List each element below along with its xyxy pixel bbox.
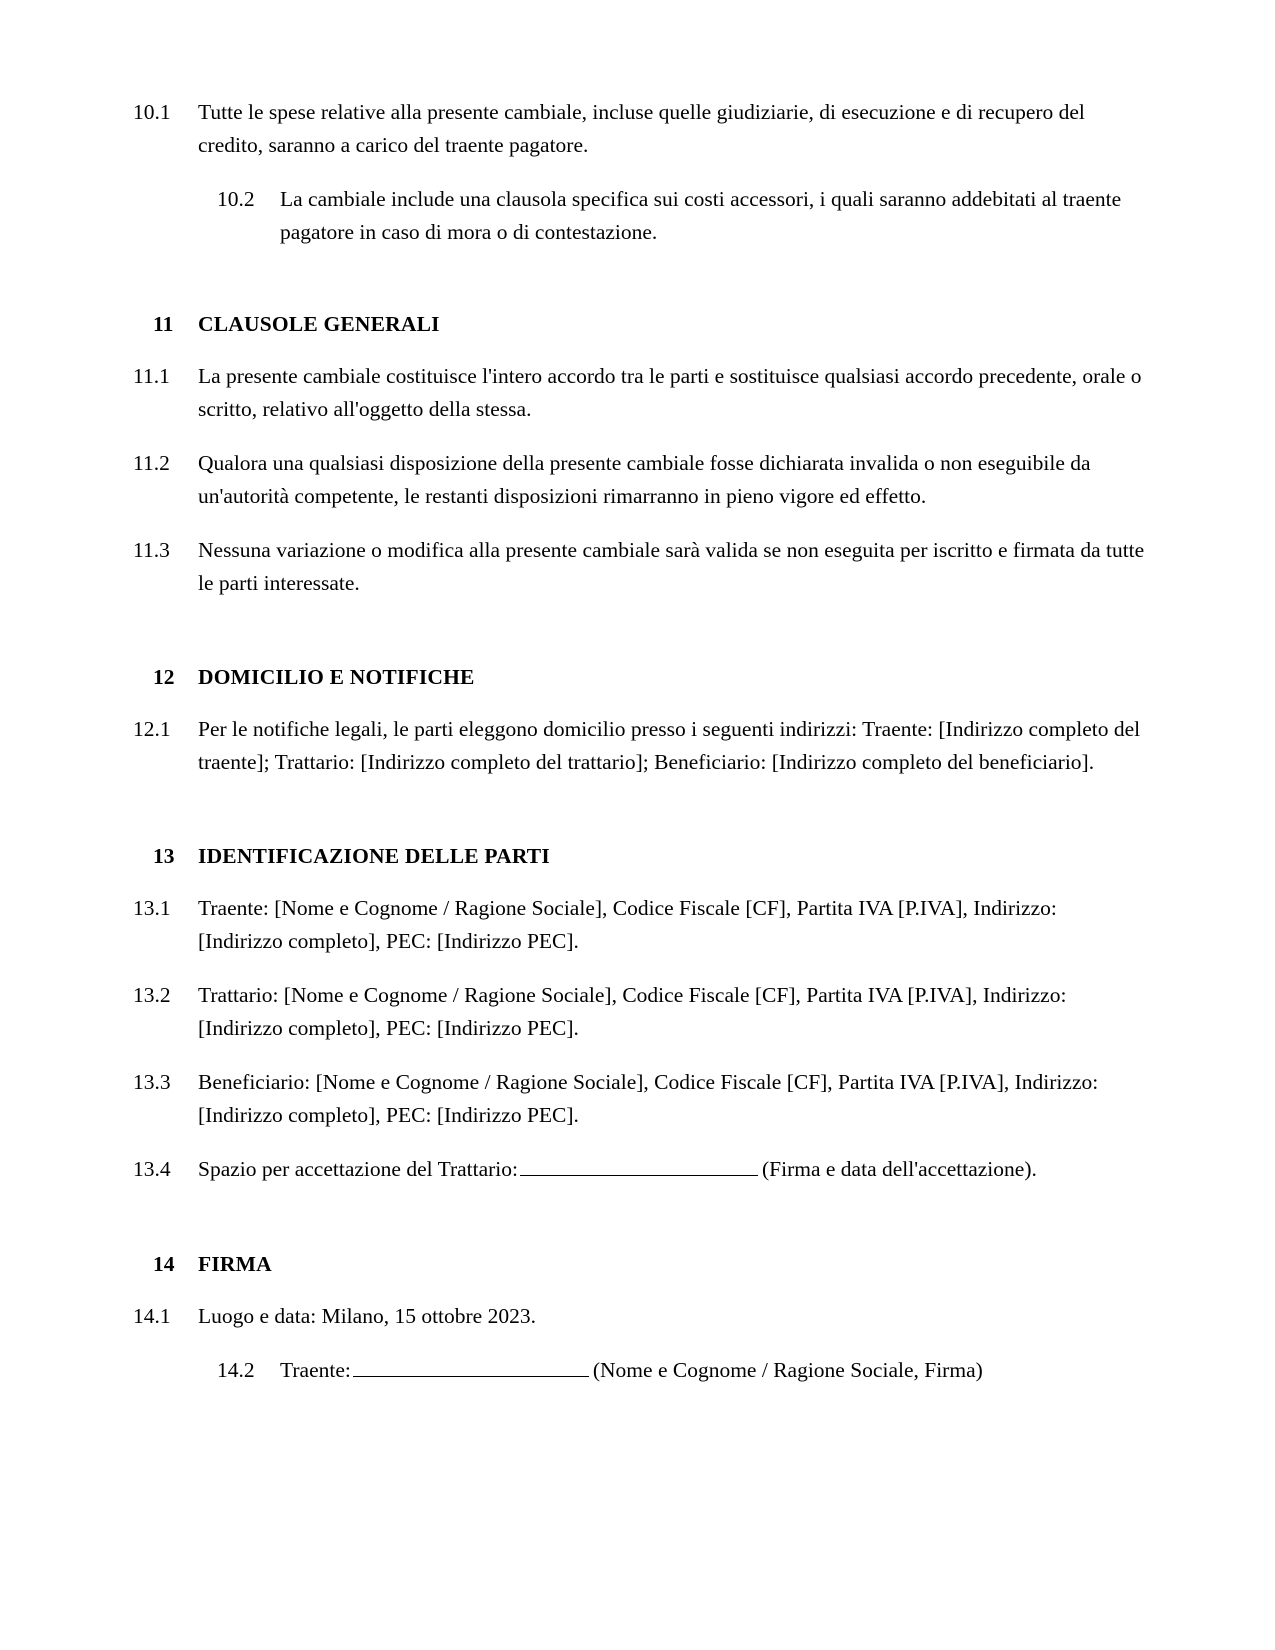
clause-11-3 bbox=[133, 534, 1145, 599]
clause-number: 11.3 bbox=[133, 538, 170, 562]
clause-text: Per le notifiche legali, le parti eleggono domicilio presso i seguenti indirizzi: Traente: [Indirizzo completo del traente]; Trattario: [Indirizzo completo del trattario]; Beneficiario: [Indirizzo completo del beneficiario]. bbox=[198, 717, 1141, 774]
clause-number: 14.1 bbox=[133, 1303, 171, 1328]
section-spacer bbox=[133, 621, 1145, 661]
section-heading-12 bbox=[133, 661, 1145, 693]
clause-number: 11.2 bbox=[133, 451, 170, 475]
clause-text: Trattario: [Nome e Cognome / Ragione Sociale], Codice Fiscale [CF], Partita IVA [P.IVA], Indirizzo: [Indirizzo completo], PEC: [Indirizzo PEC]. bbox=[198, 983, 1067, 1040]
clause-13-3 bbox=[133, 1066, 1145, 1131]
clause-number: 13.3 bbox=[133, 1070, 171, 1094]
clause-12-1 bbox=[133, 713, 1145, 778]
clause-13-1 bbox=[133, 892, 1145, 957]
clause-number: 13.2 bbox=[133, 983, 171, 1007]
clause-text: Nessuna variazione o modifica alla presente cambiale sarà valida se non eseguita per iscritto e firmata da tutte le parti interessate. bbox=[198, 538, 1145, 595]
clause-11-1 bbox=[133, 360, 1145, 425]
clause-number: 14.2 bbox=[217, 1358, 255, 1382]
heading-number: 11 bbox=[153, 312, 174, 336]
clause-number: 13.4 bbox=[133, 1157, 171, 1181]
clause-number: 11.1 bbox=[133, 364, 170, 388]
heading-number: 14 bbox=[153, 1251, 175, 1276]
clause-text: Luogo e data: Milano, 15 ottobre 2023. bbox=[198, 1303, 536, 1328]
heading-title: IDENTIFICAZIONE DELLE PARTI bbox=[198, 844, 550, 868]
clause-13-2 bbox=[133, 979, 1145, 1044]
clause-text: Qualora una qualsiasi disposizione della presente cambiale fosse dichiarata invalida o non eseguibile da un'autorità competente, le restanti disposizioni rimarranno in pieno vigore ed effetto. bbox=[198, 451, 1091, 508]
clause-10-1 bbox=[133, 96, 1145, 161]
clause-text-before: Spazio per accettazione del Trattario: bbox=[198, 1157, 518, 1181]
clause-14-1 bbox=[133, 1300, 1145, 1333]
clause-number: 10.1 bbox=[133, 100, 171, 124]
heading-title: CLAUSOLE GENERALI bbox=[198, 312, 440, 336]
clause-text-before: Traente: bbox=[280, 1358, 351, 1382]
section-spacer bbox=[133, 1208, 1145, 1248]
clause-text: Tutte le spese relative alla presente cambiale, incluse quelle giudiziarie, di esecuzione e di recupero del credito, saranno a carico del traente pagatore. bbox=[198, 100, 1085, 157]
section-spacer bbox=[133, 800, 1145, 840]
clause-10-2 bbox=[133, 183, 1145, 248]
heading-title: FIRMA bbox=[198, 1251, 272, 1276]
clause-text bbox=[198, 1153, 1145, 1186]
clause-11-2 bbox=[133, 447, 1145, 512]
heading-number: 13 bbox=[153, 844, 175, 868]
clause-text-after: (Nome e Cognome / Ragione Sociale, Firma) bbox=[592, 1358, 983, 1382]
clause-text: La presente cambiale costituisce l'intero accordo tra le parti e sostituisce qualsiasi accordo precedente, orale o scritto, relativo all'oggetto della stessa. bbox=[198, 364, 1142, 421]
section-heading-14 bbox=[133, 1248, 1145, 1280]
section-spacer bbox=[133, 268, 1145, 308]
clause-13-4 bbox=[133, 1153, 1145, 1186]
drawer-signature-blank[interactable] bbox=[353, 1355, 589, 1378]
section-heading-13 bbox=[133, 840, 1145, 872]
clause-text bbox=[280, 1354, 1145, 1387]
acceptance-signature-blank[interactable] bbox=[520, 1154, 758, 1177]
clause-number: 12.1 bbox=[133, 717, 171, 741]
clause-number: 13.1 bbox=[133, 896, 171, 920]
clause-14-2 bbox=[133, 1354, 1145, 1387]
heading-title: DOMICILIO E NOTIFICHE bbox=[198, 665, 475, 689]
clause-text: Traente: [Nome e Cognome / Ragione Sociale], Codice Fiscale [CF], Partita IVA [P.IVA], Indirizzo: [Indirizzo completo], PEC: [Indirizzo PEC]. bbox=[198, 896, 1057, 953]
clause-text-after: (Firma e data dell'accettazione). bbox=[762, 1157, 1037, 1181]
clause-number: 10.2 bbox=[217, 187, 255, 211]
section-heading-11 bbox=[133, 308, 1145, 340]
clause-text: La cambiale include una clausola specifica sui costi accessori, i quali saranno addebitati al traente pagatore in caso di mora o di contestazione. bbox=[280, 187, 1122, 244]
clause-text: Beneficiario: [Nome e Cognome / Ragione Sociale], Codice Fiscale [CF], Partita IVA [P.IVA], Indirizzo: [Indirizzo completo], PEC: [Indirizzo PEC]. bbox=[198, 1070, 1099, 1127]
heading-number: 12 bbox=[153, 665, 175, 689]
